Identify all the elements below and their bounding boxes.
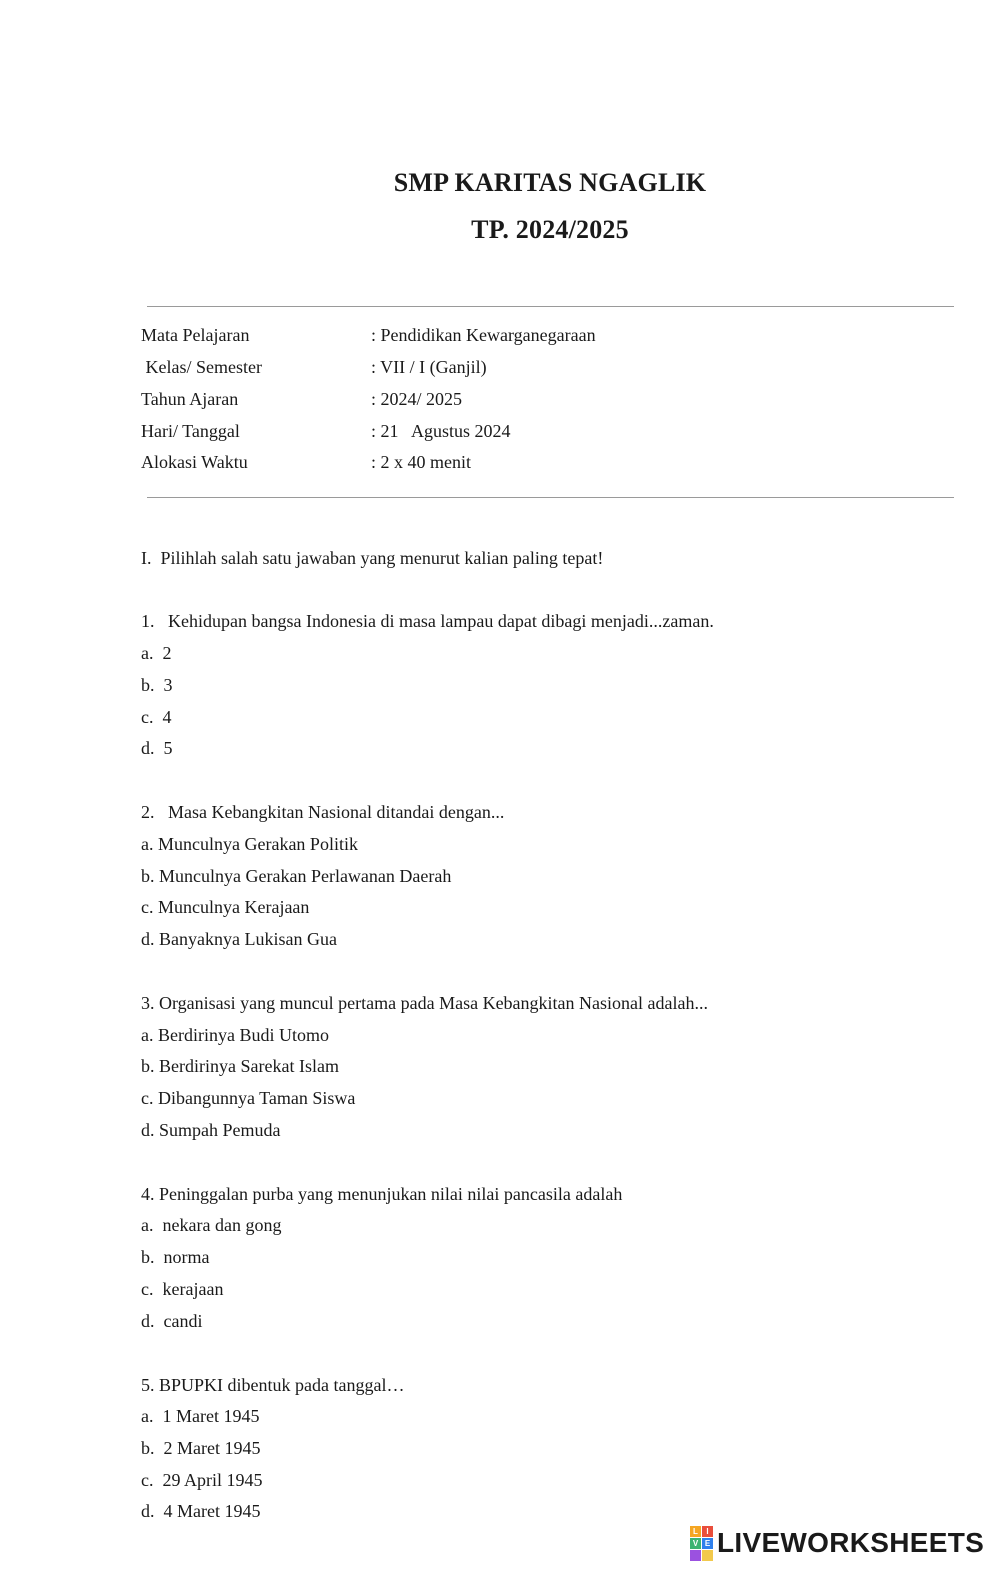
divider-bottom <box>147 497 954 498</box>
answer-option[interactable]: a. Munculnya Gerakan Politik <box>141 834 358 854</box>
info-value: : Pendidikan Kewarganegaraan <box>371 325 596 345</box>
question-text: 4. Peninggalan purba yang menunjukan nilai nilai pancasila adalah <box>141 1184 623 1204</box>
answer-option[interactable]: c. Munculnya Kerajaan <box>141 897 310 917</box>
answer-option[interactable]: c. kerajaan <box>141 1279 224 1299</box>
page-title: SMP KARITAS NGAGLIK <box>393 168 707 197</box>
logo-tile <box>690 1550 701 1561</box>
question-text: 1. Kehidupan bangsa Indonesia di masa lampau dapat dibagi menjadi...zaman. <box>141 611 714 631</box>
info-label: Alokasi Waktu <box>141 452 248 472</box>
answer-option[interactable]: a. Berdirinya Budi Utomo <box>141 1025 329 1045</box>
logo-tile: V <box>690 1538 701 1549</box>
answer-option[interactable]: d. 5 <box>141 738 173 758</box>
answer-option[interactable]: c. Dibangunnya Taman Siswa <box>141 1088 356 1108</box>
answer-option[interactable]: d. Sumpah Pemuda <box>141 1120 281 1140</box>
logo-tile: L <box>690 1526 701 1537</box>
answer-option[interactable]: b. 3 <box>141 675 173 695</box>
logo-tile <box>702 1550 713 1561</box>
answer-option[interactable]: c. 29 April 1945 <box>141 1470 263 1490</box>
info-label: Tahun Ajaran <box>141 389 239 409</box>
logo-text: LIVEWORKSHEETS <box>717 1527 985 1558</box>
logo-tile: I <box>702 1526 713 1537</box>
question-text: 3. Organisasi yang muncul pertama pada Masa Kebangkitan Nasional adalah... <box>141 993 708 1013</box>
info-value: : 2024/ 2025 <box>371 389 463 409</box>
info-value: : 2 x 40 menit <box>371 452 471 472</box>
info-label: Kelas/ Semester <box>141 357 262 377</box>
logo-icon <box>690 1526 713 1561</box>
answer-option[interactable]: d. 4 Maret 1945 <box>141 1501 261 1521</box>
answer-option[interactable]: a. 2 <box>141 643 172 663</box>
answer-option[interactable]: d. Banyaknya Lukisan Gua <box>141 929 337 949</box>
info-label: Mata Pelajaran <box>141 325 250 345</box>
info-value: : VII / I (Ganjil) <box>371 357 487 377</box>
logo-tile: E <box>702 1538 713 1549</box>
instruction: I. Pilihlah salah satu jawaban yang menurut kalian paling tepat! <box>141 548 604 568</box>
answer-option[interactable]: a. 1 Maret 1945 <box>141 1406 260 1426</box>
answer-option[interactable]: b. Munculnya Gerakan Perlawanan Daerah <box>141 866 452 886</box>
question-text: 2. Masa Kebangkitan Nasional ditandai dengan... <box>141 802 505 822</box>
answer-option[interactable]: a. nekara dan gong <box>141 1215 282 1235</box>
answer-option[interactable]: b. Berdirinya Sarekat Islam <box>141 1056 339 1076</box>
answer-option[interactable]: b. norma <box>141 1247 210 1267</box>
liveworksheets-logo <box>690 1526 984 1560</box>
question-text: 5. BPUPKI dibentuk pada tanggal… <box>141 1375 405 1395</box>
answer-option[interactable]: b. 2 Maret 1945 <box>141 1438 261 1458</box>
info-label: Hari/ Tanggal <box>141 421 240 441</box>
school-year: TP. 2024/2025 <box>471 215 629 244</box>
divider-top <box>147 306 954 307</box>
answer-option[interactable]: d. candi <box>141 1311 203 1331</box>
info-value: : 21 Agustus 2024 <box>371 421 511 441</box>
answer-option[interactable]: c. 4 <box>141 707 172 727</box>
